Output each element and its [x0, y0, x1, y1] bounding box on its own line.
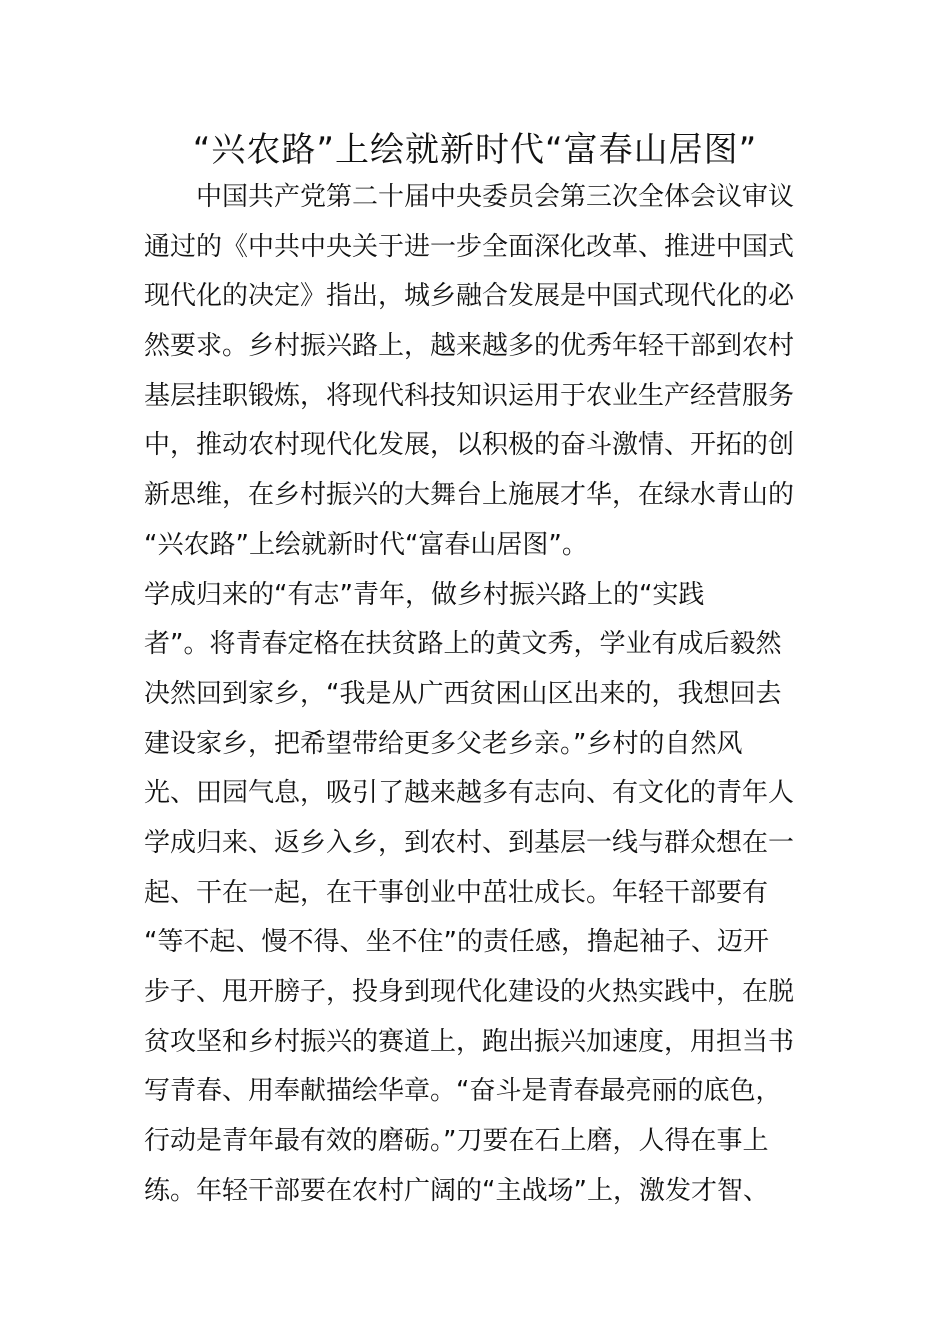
text-line: 学成归来的“有志”青年，做乡村振兴路上的“实践: [144, 579, 705, 610]
text-line: 者”。将青春定格在扶贫路上的黄文秀，学业有成后毅然: [144, 629, 782, 660]
text-line: 行动是青年最有效的磨砺。”刀要在石上磨，人得在事上: [144, 1126, 769, 1157]
text-line: 新思维，在乡村振兴的大舞台上施展才华，在绿水青山的: [144, 480, 795, 511]
text-line: 基层挂职锻炼，将现代科技知识运用于农业生产经营服务: [144, 380, 795, 411]
text-line: 现代化的决定》指出，城乡融合发展是中国式现代化的必: [144, 281, 795, 312]
text-line: 学成归来、返乡入乡，到农村、到基层一线与群众想在一: [144, 827, 795, 858]
text-line: 步子、甩开膀子，投身到现代化建设的火热实践中，在脱: [144, 977, 795, 1007]
text-line: 通过的《中共中央关于进一步全面深化改革、推进中国式: [144, 231, 795, 262]
text-line: 然要求。乡村振兴路上，越来越多的优秀年轻干部到农村: [144, 331, 795, 362]
text-line: 建设家乡，把希望带给更多父老乡亲。”乡村的自然风: [144, 728, 743, 759]
text-line: 贫攻坚和乡村振兴的赛道上，跑出振兴加速度，用担当书: [144, 1026, 795, 1057]
text-line: 练。年轻干部要在农村广阔的“主战场”上，激发才智、: [144, 1175, 769, 1206]
text-line: “等不起、慢不得、坐不住”的责任感，撸起袖子、迈开: [144, 927, 769, 958]
document-title: “兴农路”上绘就新时代“富春山居图”: [192, 130, 758, 170]
text-line: 光、田园气息，吸引了越来越多有志向、有文化的青年人: [144, 778, 795, 809]
text-line: “兴农路”上绘就新时代“富春山居图”。: [144, 529, 588, 560]
text-line: 中国共产党第二十届中央委员会第三次全体会议审议: [144, 182, 795, 212]
document-body: [144, 173, 809, 1216]
text-line: 决然回到家乡，“我是从广西贫困山区出来的，我想回去: [144, 678, 782, 709]
text-line: 中，推动农村现代化发展，以积极的奋斗激情、开拓的创: [144, 430, 795, 461]
text-line: 起、干在一起，在干事创业中茁壮成长。年轻干部要有: [144, 877, 769, 908]
text-line: 写青春、用奉献描绘华章。“奋斗是青春最亮丽的底色，: [144, 1076, 782, 1107]
